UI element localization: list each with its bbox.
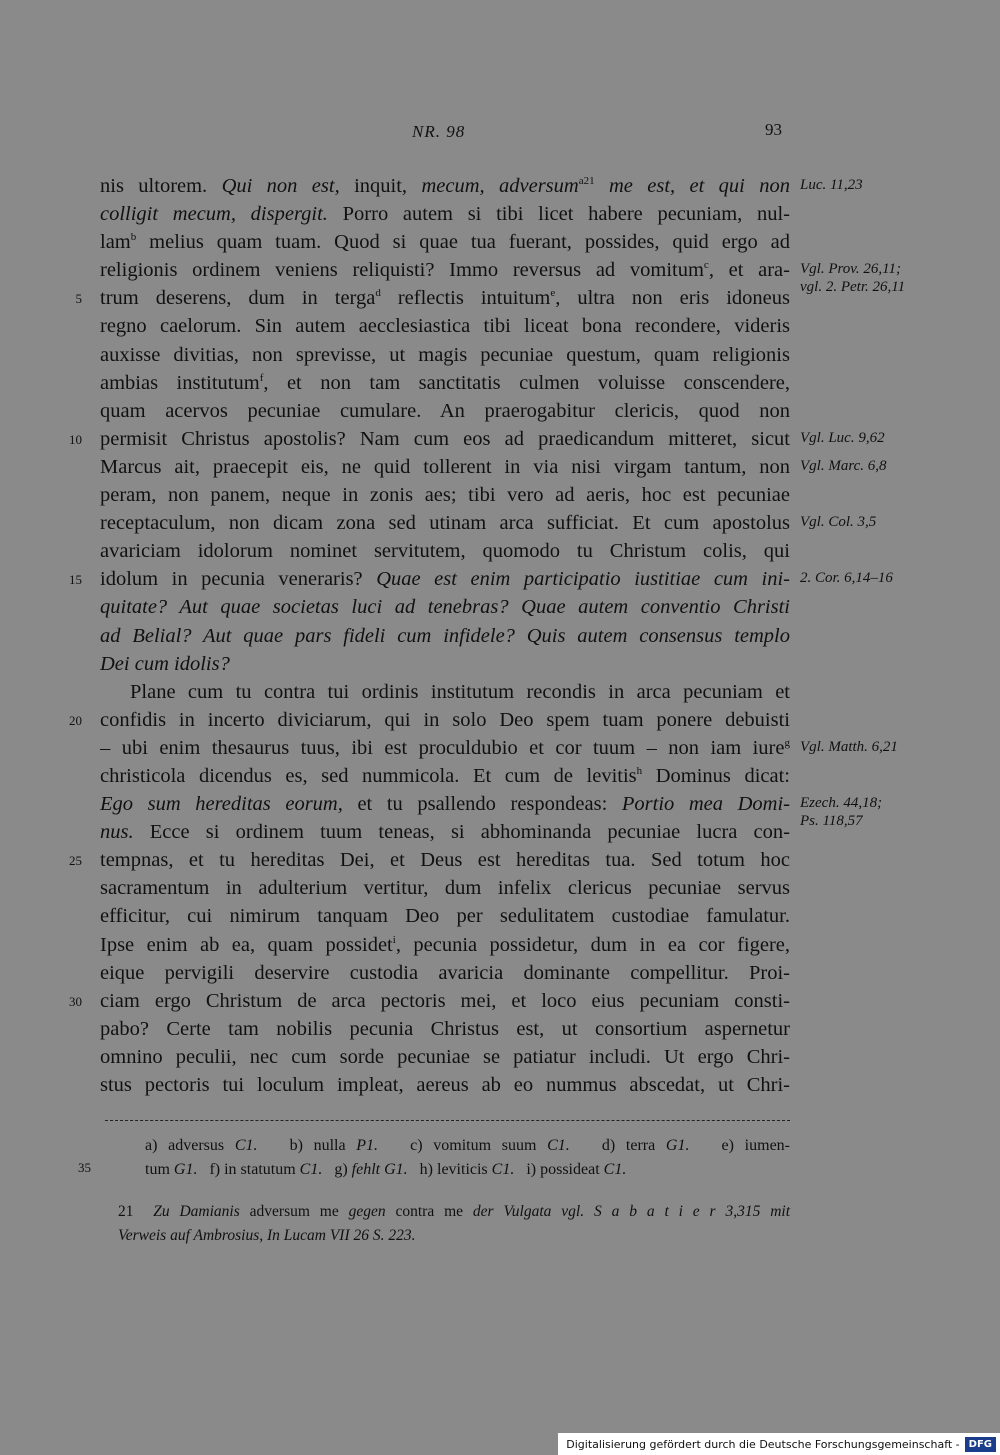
line-number: 25 — [69, 853, 82, 869]
text-line: permisit Christus apostolis? Nam cum eos ad praedicandum mitteret, sicut — [100, 427, 790, 450]
margin-note: Vgl. Col. 3,5 — [800, 514, 877, 531]
text-line: Marcus ait, praecepit eis, ne quid tollerent in via nisi virgam tantum, non — [100, 455, 790, 478]
text-line: Plane cum tu contra tui ordinis institutum recondis in arca pecuniam et — [130, 680, 790, 703]
text-line: efficitur, cui nimirum tanquam Deo per sedulitatem custodiae famulatur. — [100, 905, 790, 928]
margin-note: Vgl. Matth. 6,21 — [800, 739, 898, 755]
text-line: regno caelorum. Sin autem aecclesiastica tibi liceat bona recondere, videris — [100, 315, 790, 338]
text-line: quam acervos pecuniae cumulare. An praerogabitur clericis, quod non — [100, 399, 790, 422]
text-line: eique pervigili deservire custodia avaricia dominante compellitur. Proi- — [100, 961, 790, 984]
text-line: quitate? Aut quae societas luci ad tenebras? Quae autem conventio Christi — [100, 596, 790, 619]
footnote-line: a) adversus C1. b) nulla P1. c) vomitum suum C1. d) terra G1. e) iumen- — [145, 1137, 790, 1154]
text-line: peram, non panem, neque in zonis aes; tibi vero ad aeris, hoc est pecuniae — [100, 484, 790, 507]
text-line: nus. Ecce si ordinem tuum teneas, si abhominanda pecuniae lucra con- — [100, 821, 790, 844]
margin-note: 2. Cor. 6,14–16 — [800, 570, 893, 587]
line-number: 30 — [69, 993, 82, 1009]
dfg-logo: DFG — [965, 1437, 996, 1452]
margin-note: Vgl. Prov. 26,11; vgl. 2. Petr. 26,11 — [800, 261, 906, 296]
text-line: sacramentum in adulterium vertitur, dum infelix clericus pecuniae servus — [100, 877, 790, 900]
text-line: ciam ergo Christum de arca pectoris mei, et loco eius pecuniam consti- — [100, 989, 790, 1012]
footnote-line-number: 35 — [78, 1160, 91, 1175]
line-number: 15 — [69, 572, 82, 588]
line-number: 5 — [75, 291, 82, 307]
text-line: – ubi enim thesaurus tuus, ibi est proculdubio et cor tuum – non iam iure$^g$ — [100, 736, 790, 759]
dfg-banner — [558, 1433, 1000, 1455]
dfg-banner-text: Digitalisierung gefördert durch die Deutsche Forschungsgemeinschaft - — [566, 1437, 960, 1451]
margin-note: Luc. 11,23 — [800, 177, 863, 193]
text-line: receptaculum, non dicam zona sed utinam arca sufficiat. Et cum apostolus — [100, 512, 790, 535]
margin-note: Ezech. 44,18; Ps. 118,57 — [800, 795, 883, 830]
apparatus-line: 21 Zu Damianis adversum me gegen contra me der Vulgata vgl. S a b a t i e r 3,315 mit — [118, 1203, 791, 1220]
running-header-title: NR. 98 — [412, 122, 466, 141]
text-line: trum deserens, dum in terga$^d$ reflectis intuitum$^e$, ultra non eris idoneus — [100, 287, 790, 310]
text-line: tempnas, et tu hereditas Dei, et Deus est hereditas tua. Sed totum hoc — [100, 849, 790, 872]
text-line: omnino peculii, nec cum sorde pecuniae se patiatur includi. Ut ergo Chri- — [100, 1045, 790, 1068]
main-text — [100, 172, 790, 1099]
text-line: auxisse divitias, non sprevisse, ut magis pecuniae questum, quam religionis — [100, 343, 790, 366]
text-line: idolum in pecunia veneraris? Quae est enim participatio iustitiae cum ini- — [100, 568, 790, 591]
text-line: Ipse enim ab ea, quam possidet$^i$, pecunia possidetur, dum in ea cor figere, — [100, 933, 790, 956]
text-line: Ego sum hereditas eorum, et tu psallendo respondeas: Portio mea Domi- — [100, 793, 790, 816]
text-line: ad Belial? Aut quae pars fideli cum infidele? Quis autem consensus templo — [100, 624, 790, 647]
text-line: avariciam idolorum nominet servitutem, quomodo tu Christum colis, qui — [100, 540, 790, 563]
text-line: christicola dicendus es, sed nummicola. Et cum de levitis$^h$ Dominus dicat: — [100, 764, 790, 787]
text-line: confidis in incerto diviciarum, qui in solo Deo spem tuam ponere debuisti — [100, 708, 790, 731]
footnote-separator — [105, 1120, 790, 1121]
text-line: ambias institutum$^f$, et non tam sanctitatis culmen voluisse conscendere, — [100, 371, 790, 394]
text-line: colligit mecum, dispergit. Porro autem si tibi licet habere pecuniam, nul- — [100, 203, 790, 226]
critical-footnotes — [145, 1134, 790, 1182]
text-line: pabo? Certe tam nobilis pecunia Christus est, ut consortium aspernetur — [100, 1017, 790, 1040]
margin-note: Vgl. Luc. 9,62 — [800, 429, 885, 446]
line-number: 20 — [69, 712, 82, 728]
page-number: 93 — [765, 120, 782, 139]
text-line: stus pectoris tui loculum impleat, aereus ab eo nummus abscedat, ut Chri- — [100, 1074, 790, 1096]
margin-note: Vgl. Marc. 6,8 — [800, 458, 887, 474]
text-line: Dei cum idolis? — [100, 652, 230, 675]
text-line: religionis ordinem veniens reliquisti? Immo reversus ad vomitum$^c$, et ara- — [100, 259, 790, 282]
footnote-line: tum G1. f) in statutum C1. g) fehlt G1. h) leviticis C1. i) possideat C1. — [145, 1161, 627, 1178]
text-line: nis ultorem. Qui non est, inquit, mecum, adversum$^{a21}$ me est, et qui non — [100, 175, 790, 197]
source-apparatus — [118, 1200, 790, 1248]
line-number: 10 — [69, 431, 82, 447]
apparatus-line: Verweis auf Ambrosius, In Lucam VII 26 S. 223. — [118, 1227, 416, 1244]
text-line: lam$^b$ melius quam tuam. Quod si quae tua fuerant, possides, quid ergo ad — [100, 231, 790, 254]
